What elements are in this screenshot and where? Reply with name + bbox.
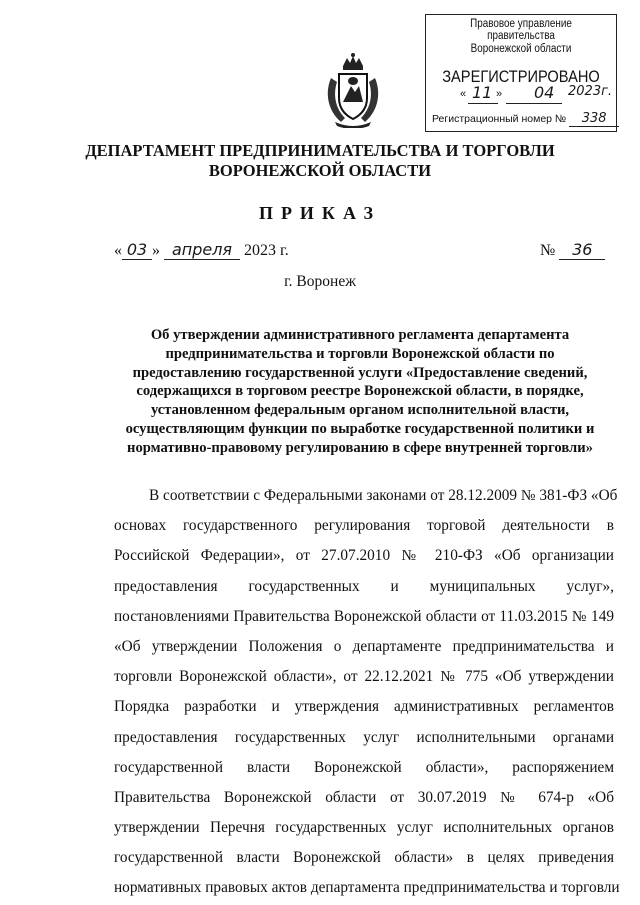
date-month: апреля [164,240,240,260]
stamp-reg-number: 338 [569,111,619,127]
date-quote-open: « [114,242,122,259]
stamp-month: 04 [534,83,555,102]
stamp-reg-label: Регистрационный номер № [432,113,567,125]
body-line: «Об утверждении Положения о департаменте предпринимательства и [114,637,614,655]
body-line: предоставления государственных и муниципальных услуг», [114,577,614,595]
date-year: 2023 г. [244,242,289,259]
body-line: предоставления государственных услуг исполнительными органами [114,728,614,746]
order-city: г. Воронеж [284,273,356,290]
body-line: нормативных правовых актов департамента предпринимательства и торговли [114,879,620,897]
heading-line: предоставлению государственной услуги «Предоставление сведений, [132,364,588,381]
stamp-year: 2023г. [568,84,613,99]
department-title [0,141,640,181]
heading-line: нормативно-правовому регулированию в сфере внутренней торговли» [127,439,593,456]
order-date [114,240,289,260]
stamp-date [426,85,616,109]
body-line: государственной власти Воронежской области» в целях приведения [114,849,614,867]
stamp-day-underline [468,103,498,104]
order-title: ПРИКАЗ [258,203,382,223]
date-day: 03 [122,240,152,260]
body-line: государственной власти Воронежской области», распоряжением [114,758,614,776]
stamp-month-underline [506,103,562,104]
heading-line: Об утверждении административного регламента департамента [150,327,570,343]
body-line: основах государственного регулирования торговой деятельности в [114,517,614,535]
body-line: торговли Воронежской области», от 22.12.2021 № 775 «Об утверждении [114,668,614,686]
body-line: Российской Федерации», от 27.07.2010 № 210-ФЗ «Об организации [114,547,614,565]
order-body [114,481,620,904]
department-line1: ДЕПАРТАМЕНТ ПРЕДПРИНИМАТЕЛЬСТВА И ТОРГОВЛИ [85,141,555,160]
registration-stamp [425,14,617,132]
department-line2: ВОРОНЕЖСКОЙ ОБЛАСТИ [208,161,432,180]
heading-line: содержащихся в торговом реестре Воронежской области, в порядке, [136,383,584,400]
order-heading [100,326,620,458]
date-quote-close: » [152,242,160,259]
body-line: утверждении Перечня государственных услуг исполнительных органов [114,819,614,837]
stamp-day: 11 [472,83,493,102]
stamp-org-line1: Правовое управление правительства [470,18,572,42]
number-value: 36 [559,240,605,260]
coat-of-arms-icon [321,52,385,128]
stamp-quote-close: » [496,88,503,100]
body-line: В соответствии с Федеральными законами от 28.12.2009 № 381-ФЗ «Об [149,487,618,504]
stamp-title: ЗАРЕГИСТРИРОВАНО [442,67,600,86]
heading-line: установленном федеральным органом исполнительной власти, [150,402,570,419]
body-line: Порядка разработки и утверждения административных регламентов [114,698,614,716]
heading-line: предпринимательства и торговли Воронежской области по [165,345,555,362]
body-line: постановлениями Правительства Воронежской области от 11.03.2015 № 149 [114,607,614,625]
heading-line: осуществляющим функции по выработке государственной политики и [125,420,595,437]
stamp-registration-line [432,111,610,127]
order-number [540,240,605,260]
body-line: Правительства Воронежской области от 30.07.2019 № 674-р «Об [114,788,614,806]
stamp-quote-open: « [460,88,467,100]
number-label: № [540,242,556,259]
stamp-org-line2: Воронежской области [470,43,572,55]
